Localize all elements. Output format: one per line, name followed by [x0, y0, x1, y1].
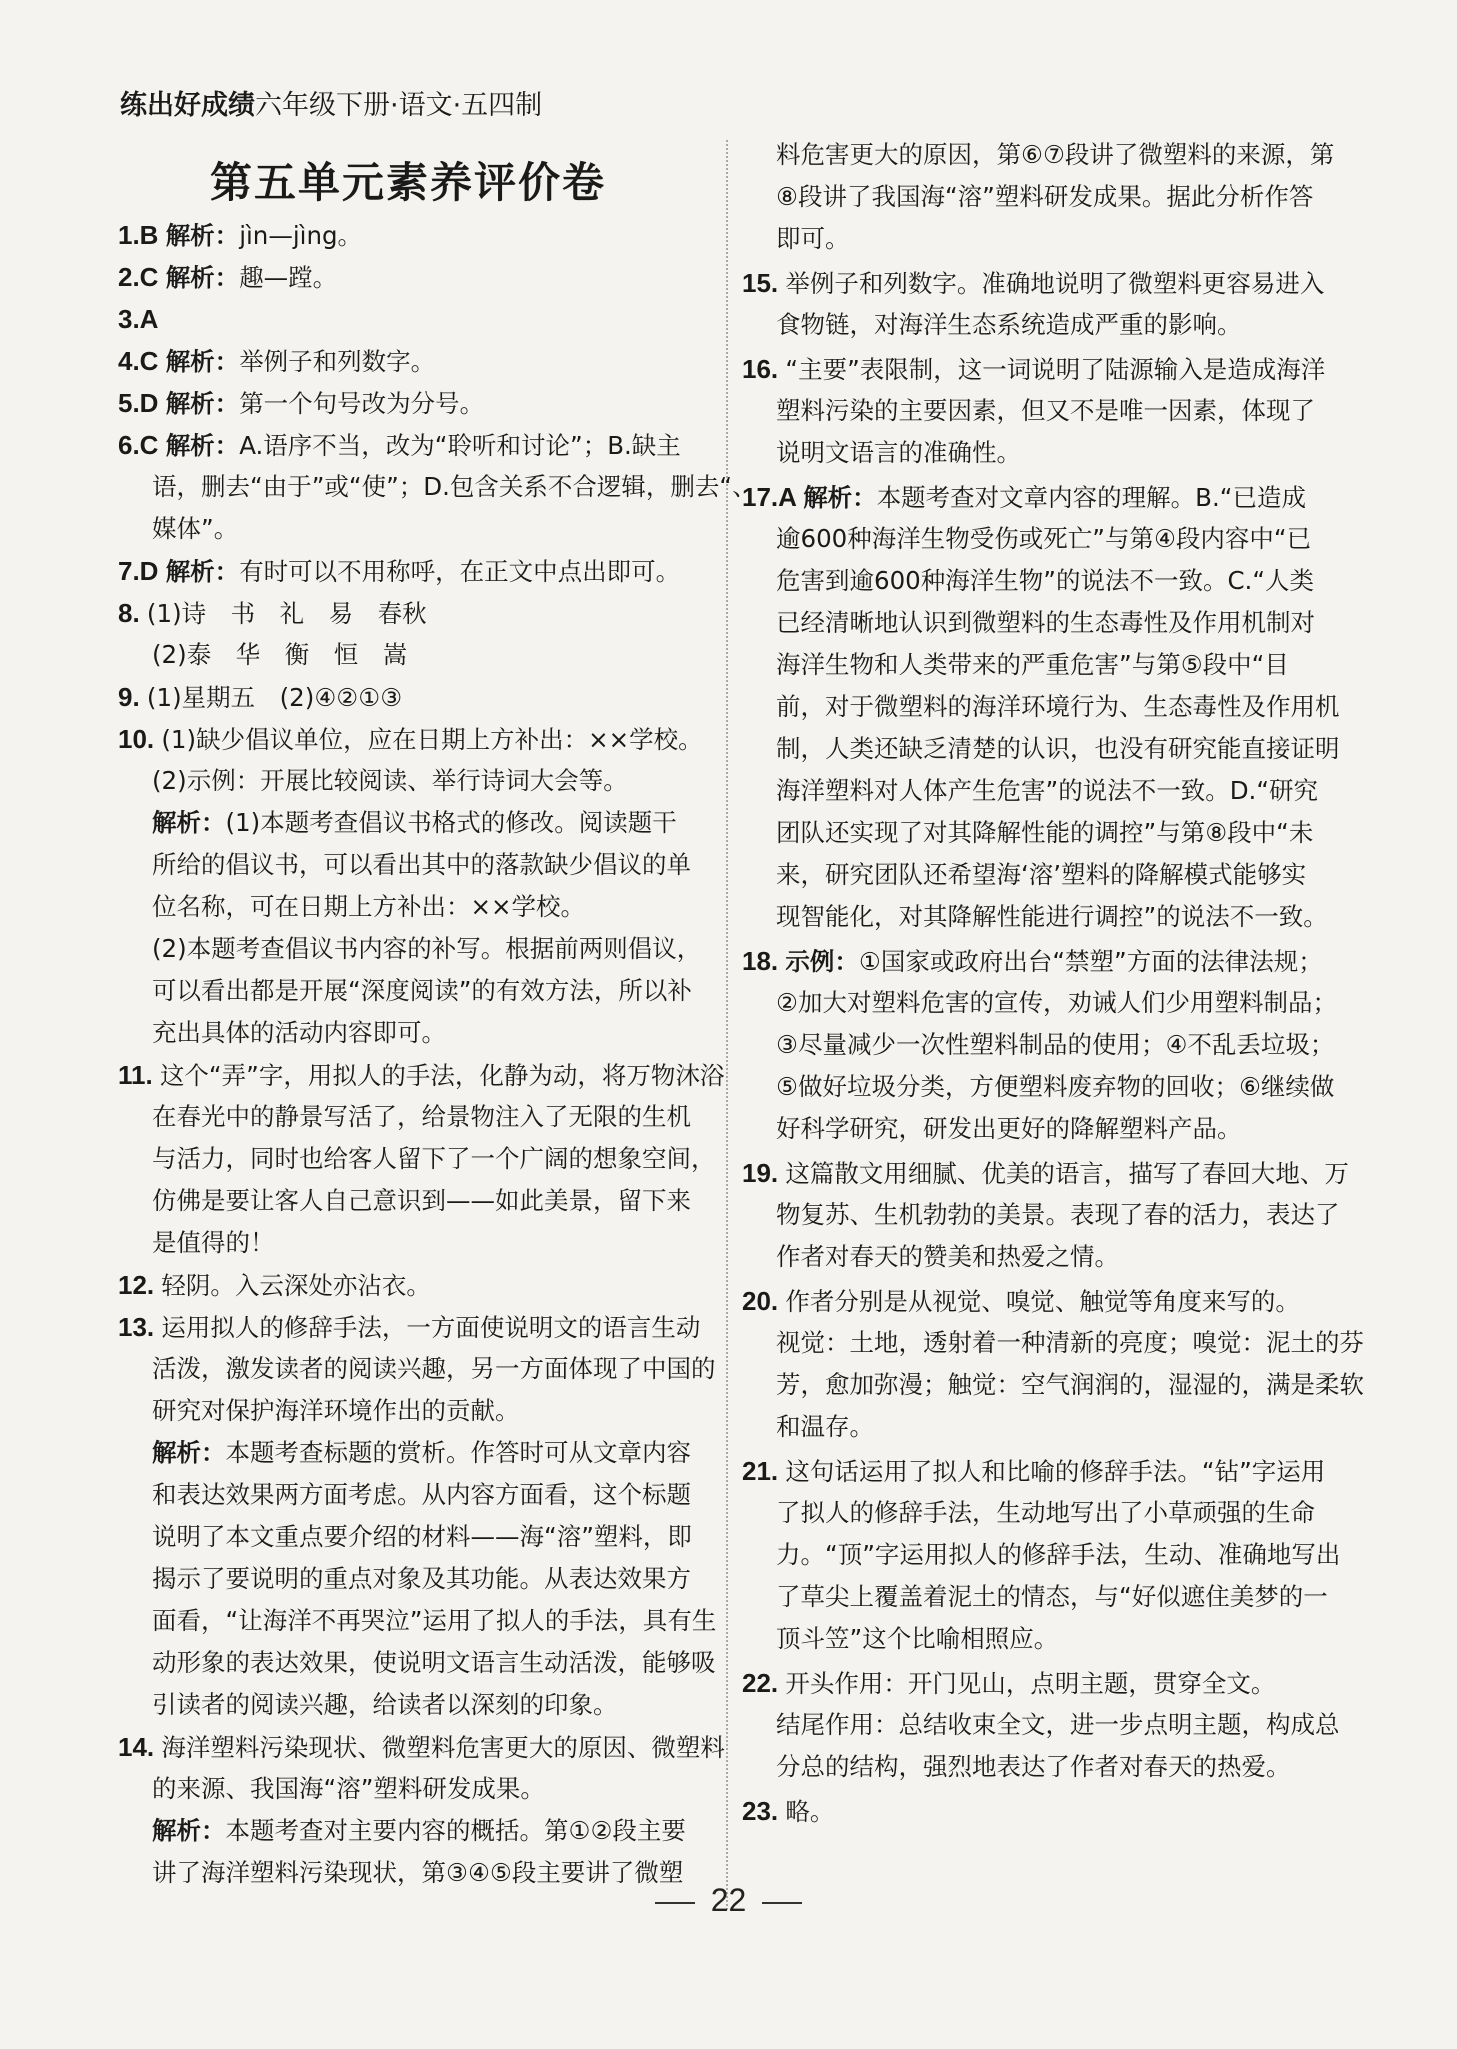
answer-text: 塑料污染的主要因素，但又不是唯一因素，体现了	[776, 396, 1315, 425]
answer-line	[118, 508, 238, 551]
answer-text: 活泼，激发读者的阅读兴趣，另一方面体现了中国的	[152, 1354, 716, 1383]
answer-text: 仿佛是要让客人自己意识到——如此美景，留下来	[152, 1186, 691, 1215]
answer-line	[742, 1364, 1364, 1407]
answer-text: (2)本题考查倡议书内容的补写。根据前两则倡议，	[152, 934, 702, 963]
question-number: 14.	[118, 1732, 162, 1762]
answer-line	[118, 1600, 716, 1643]
answer-text: 这篇散文用细腻、优美的语言，描写了春回大地、万	[785, 1159, 1349, 1188]
answer-text: 说明文语言的准确性。	[776, 438, 1021, 467]
answer-line	[742, 1662, 1275, 1706]
answer-text: 团队还实现了对其降解性能的调控”与第⑧段中“未	[776, 818, 1314, 847]
answer-line	[118, 1012, 446, 1055]
answer-line	[118, 1768, 545, 1811]
answer-line	[118, 760, 628, 803]
answer-line	[742, 134, 1334, 177]
answer-text: 面看，“让海洋不再哭泣”运用了拟人的手法，具有生	[152, 1606, 717, 1635]
answer-text: (2)示例：开展比较阅读、举行诗词大会等。	[152, 766, 628, 795]
answer-text: 与活力，同时也给客人留下了一个广阔的想象空间，	[152, 1144, 716, 1173]
answer-line	[742, 1194, 1340, 1237]
answer-line	[118, 1726, 725, 1770]
answer-line	[742, 560, 1314, 603]
answer-line	[118, 1684, 618, 1727]
answer-line	[118, 1348, 716, 1391]
answer-line	[118, 1390, 520, 1433]
question-number: 9.	[118, 682, 147, 712]
answer-line	[742, 1152, 1349, 1196]
answer-text: 和温存。	[776, 1412, 874, 1441]
answer-text: 前，对于微塑料的海洋环境行为、生态毒性及作用机	[776, 692, 1340, 721]
answer-line	[742, 1576, 1328, 1619]
answer-line	[118, 928, 701, 971]
answer-text: “主要”表限制，这一词说明了陆源输入是造成海洋	[785, 355, 1326, 384]
answer-line	[118, 718, 703, 762]
answer-text: 语，删去“由于”或“使”；D.包含关系不合逻辑，删去“、	[152, 472, 757, 501]
answer-keyword: 解析：	[803, 483, 877, 512]
question-number: 12.	[118, 1270, 162, 1300]
answer-text: 举例子和列数字。	[239, 347, 436, 376]
answer-line	[118, 1516, 692, 1559]
answer-text: A.语序不当，改为“聆听和讨论”；B.缺主	[239, 431, 681, 460]
answer-line	[742, 982, 1337, 1025]
answer-line	[742, 1450, 1325, 1494]
answer-line	[118, 214, 362, 258]
answer-text: 有时可以不用称呼，在正文中点出即可。	[239, 557, 681, 586]
answer-text: 作者对春天的赞美和热爱之情。	[776, 1242, 1119, 1271]
answer-line	[742, 348, 1325, 392]
answer-text: 说明了本文重点要介绍的材料——海“溶”塑料，即	[152, 1522, 692, 1551]
question-number: 2.C	[118, 262, 166, 292]
answer-line	[742, 432, 1021, 475]
page-number: 22	[710, 1882, 747, 1918]
answer-line	[742, 1280, 1300, 1324]
answer-line	[742, 1322, 1364, 1365]
question-number: 23.	[742, 1796, 786, 1826]
answer-text: 食物链，对海洋生态系统造成严重的影响。	[776, 310, 1242, 339]
answer-text: (2)泰 华 衡 恒 嵩	[152, 640, 408, 669]
question-number: 5.D	[118, 388, 166, 418]
question-number: 21.	[742, 1456, 786, 1486]
answer-line	[742, 1704, 1340, 1747]
answer-text: 位名称，可在日期上方补出：××学校。	[152, 892, 586, 921]
answer-text: 本题考查标题的赏析。作答时可从文章内容	[225, 1438, 691, 1467]
question-number: 13.	[118, 1312, 162, 1342]
question-number: 19.	[742, 1158, 786, 1188]
page-footer	[0, 1882, 1457, 1919]
answer-text: 海洋生物和人类带来的严重危害”与第⑤段中“目	[776, 650, 1289, 679]
answer-text: ⑧段讲了我国海“溶”塑料研发成果。据此分析作答	[776, 182, 1314, 211]
answer-text: 了拟人的修辞手法，生动地写出了小草顽强的生命	[776, 1498, 1315, 1527]
answer-line	[742, 262, 1324, 306]
answer-line	[118, 340, 435, 384]
answer-line	[118, 1180, 691, 1223]
answer-text: ③尽量减少一次性塑料制品的使用；④不乱丢垃圾；	[776, 1030, 1335, 1059]
question-number: 4.C	[118, 346, 166, 376]
answer-text: 力。“顶”字运用拟人的修辞手法，生动、准确地写出	[776, 1540, 1341, 1569]
answer-line	[118, 1264, 431, 1308]
answer-text: 和表达效果两方面考虑。从内容方面看，这个标题	[152, 1480, 691, 1509]
answer-line	[742, 854, 1306, 897]
answer-line	[742, 1492, 1315, 1535]
question-number: 22.	[742, 1668, 786, 1698]
answer-keyword: 示例：	[785, 947, 859, 976]
answer-text: 现智能化，对其降解性能进行调控”的说法不一致。	[776, 902, 1328, 931]
answer-text: 这句话运用了拟人和比喻的修辞手法。“钻”字运用	[785, 1457, 1326, 1486]
answer-line	[742, 518, 1311, 561]
answer-line	[118, 1558, 691, 1601]
answer-keyword: 解析：	[165, 263, 240, 292]
question-number: 3.A	[118, 304, 159, 334]
answer-text: 媒体”。	[152, 514, 239, 543]
answer-line	[118, 634, 407, 677]
answer-line	[118, 592, 427, 636]
answer-line	[118, 1432, 691, 1475]
answer-line	[742, 1024, 1334, 1067]
answer-text: 这个“弄”字，用拟人的手法，化静为动，将万物沐浴	[159, 1061, 725, 1090]
answer-line	[742, 304, 1242, 347]
answer-keyword: 解析：	[152, 1438, 226, 1467]
answer-line	[118, 970, 692, 1013]
answer-text: 揭示了要说明的重点对象及其功能。从表达效果方	[152, 1564, 691, 1593]
answer-keyword: 解析：	[165, 557, 240, 586]
answer-text: 举例子和列数字。准确地说明了微塑料更容易进入	[785, 269, 1325, 298]
column-divider	[726, 140, 728, 1910]
answer-line	[118, 424, 681, 468]
answer-text: 即可。	[776, 224, 850, 253]
answer-text: 趣—蹚。	[239, 263, 338, 292]
answer-line	[742, 1618, 1058, 1661]
answer-line	[118, 466, 757, 509]
answer-line	[742, 1066, 1334, 1109]
answer-text: 分总的结构，强烈地表达了作者对春天的热爱。	[776, 1752, 1291, 1781]
answer-keyword: 解析：	[152, 808, 226, 837]
page-header	[120, 88, 542, 124]
answer-text: 好科学研究，研发出更好的降解塑料产品。	[776, 1114, 1242, 1143]
answer-text: 芳，愈加弥漫；触觉：空气润润的，湿湿的，满是柔软	[776, 1370, 1364, 1399]
answer-text: 物复苏、生机勃勃的美景。表现了春的活力，表达了	[776, 1200, 1340, 1229]
answer-text: 已经清晰地认识到微塑料的生态毒性及作用机制对	[776, 608, 1315, 637]
answer-line	[118, 676, 402, 720]
answer-line	[118, 1306, 700, 1350]
answer-line	[742, 476, 1306, 520]
answer-line	[742, 812, 1313, 855]
answer-text: 开头作用：开门见山，点明主题，贯穿全文。	[785, 1669, 1276, 1698]
answer-keyword: 解析：	[152, 1816, 226, 1845]
answer-line	[118, 550, 680, 594]
answer-text: 来，研究团队还希望海‘溶’塑料的降解模式能够实	[776, 860, 1307, 889]
answer-line	[118, 1474, 691, 1517]
answer-text: 可以看出都是开展“深度阅读”的有效方法，所以补	[152, 976, 692, 1005]
question-number: 10.	[118, 724, 162, 754]
answer-text: 轻阴。入云深处亦沾衣。	[161, 1271, 431, 1300]
answer-text: 讲了海洋塑料污染现状，第③④⑤段主要讲了微塑	[152, 1858, 684, 1887]
question-number: 8.	[118, 598, 147, 628]
answer-line	[742, 728, 1340, 771]
question-number: 11.	[118, 1060, 160, 1090]
answer-text: 充出具体的活动内容即可。	[152, 1018, 446, 1047]
answer-line	[118, 1222, 275, 1265]
answer-text: 第一个句号改为分号。	[239, 389, 485, 418]
answer-keyword: 解析：	[165, 221, 240, 250]
answer-line	[742, 1236, 1119, 1279]
answer-text: 略。	[785, 1797, 835, 1826]
answer-text: 结尾作用：总结收束全文，进一步点明主题，构成总	[776, 1710, 1340, 1739]
answer-line	[742, 1406, 874, 1449]
answer-text: (1)本题考查倡议书格式的修改。阅读题干	[225, 808, 677, 837]
answer-text: 运用拟人的修辞手法，一方面使说明文的语言生动	[161, 1313, 701, 1342]
answer-text: 海洋塑料污染现状、微塑料危害更大的原因、微塑料	[161, 1733, 725, 1762]
answer-text: (1)缺少倡议单位，应在日期上方补出：××学校。	[161, 725, 703, 754]
answer-line	[742, 644, 1289, 687]
question-number: 7.D	[118, 556, 166, 586]
answer-line	[118, 1642, 716, 1685]
answer-line	[742, 770, 1318, 813]
header-brand: 练出好成绩	[120, 90, 255, 121]
footer-dash-right	[762, 1902, 802, 1904]
answer-line	[742, 602, 1315, 645]
answer-text: 本题考查对文章内容的理解。B.“已造成	[876, 483, 1306, 512]
answer-text: 料危害更大的原因，第⑥⑦段讲了微塑料的来源，第	[776, 140, 1335, 169]
footer-dash-left	[655, 1902, 695, 1904]
answer-text: jìn—jìng。	[239, 221, 363, 250]
page-title: 第五单元素养评价卷	[209, 158, 606, 207]
answer-text: 动形象的表达效果，使说明文语言生动活泼，能够吸	[152, 1648, 716, 1677]
answer-text: 作者分别是从视觉、嗅觉、触觉等角度来写的。	[785, 1287, 1300, 1316]
answer-line	[118, 1054, 724, 1098]
answer-line	[118, 1138, 716, 1181]
answer-text: 本题考查对主要内容的概括。第①②段主要	[225, 1816, 686, 1845]
answer-text: 危害到逾600种海洋生物”的说法不一致。C.“人类	[776, 566, 1315, 595]
answer-line	[118, 844, 691, 887]
answer-text: 研究对保护海洋环境作出的贡献。	[152, 1396, 520, 1425]
question-number: 1.B	[118, 220, 166, 250]
question-number: 16.	[742, 354, 786, 384]
question-number: 15.	[742, 268, 786, 298]
answer-line	[118, 382, 484, 426]
answer-line	[118, 1810, 686, 1853]
answer-line	[742, 390, 1315, 433]
answer-text: 了草尖上覆盖着泥土的情态，与“好似遮住美梦的一	[776, 1582, 1328, 1611]
answer-text: 逾600种海洋生物受伤或死亡”与第④段内容中“已	[776, 524, 1312, 553]
answer-text: 制，人类还缺乏清楚的认识，也没有研究能直接证明	[776, 734, 1340, 763]
answer-line	[118, 256, 337, 300]
answer-line	[118, 886, 585, 929]
answer-line	[118, 802, 677, 845]
answer-keyword: 解析：	[165, 389, 240, 418]
answer-text: 海洋塑料对人体产生危害”的说法不一致。D.“研究	[776, 776, 1319, 805]
answer-text: ⑤做好垃圾分类，方便塑料废弃物的回收；⑥继续做	[776, 1072, 1335, 1101]
answer-line	[742, 896, 1328, 939]
question-number: 17.A	[742, 482, 804, 512]
question-number: 18.	[742, 946, 786, 976]
answer-text: ②加大对塑料危害的宣传，劝诫人们少用塑料制品；	[776, 988, 1337, 1017]
answer-keyword: 解析：	[165, 347, 240, 376]
answer-line	[742, 1746, 1291, 1789]
question-number: 20.	[742, 1286, 786, 1316]
answer-text: 视觉：土地，透射着一种清新的亮度；嗅觉：泥土的芬	[776, 1328, 1364, 1357]
answer-line	[118, 298, 158, 342]
answer-text: 在春光中的静景写活了，给景物注入了无限的生机	[152, 1102, 691, 1131]
answer-line	[742, 176, 1313, 219]
answer-line	[742, 218, 850, 261]
answer-line	[742, 686, 1340, 729]
question-number: 6.C	[118, 430, 166, 460]
answer-text: ①国家或政府出台“禁塑”方面的法律法规；	[858, 947, 1323, 976]
answer-text: 所给的倡议书，可以看出其中的落款缺少倡议的单	[152, 850, 691, 879]
answer-line	[742, 1790, 834, 1834]
answer-text: 顶斗笠”这个比喻相照应。	[776, 1624, 1059, 1653]
answer-line	[118, 1096, 691, 1139]
answer-text: (1)星期五 (2)④②①③	[146, 683, 403, 712]
answer-line	[742, 1534, 1340, 1577]
answer-line	[742, 1108, 1242, 1151]
answer-text: (1)诗 书 礼 易 春秋	[146, 599, 427, 628]
answer-line	[742, 940, 1323, 984]
header-subtitle: 六年级下册·语文·五四制	[255, 90, 543, 121]
answer-text: 是值得的！	[152, 1228, 275, 1257]
answer-text: 的来源、我国海“溶”塑料研发成果。	[152, 1774, 545, 1803]
answer-keyword: 解析：	[165, 431, 240, 460]
answer-text: 引读者的阅读兴趣，给读者以深刻的印象。	[152, 1690, 618, 1719]
